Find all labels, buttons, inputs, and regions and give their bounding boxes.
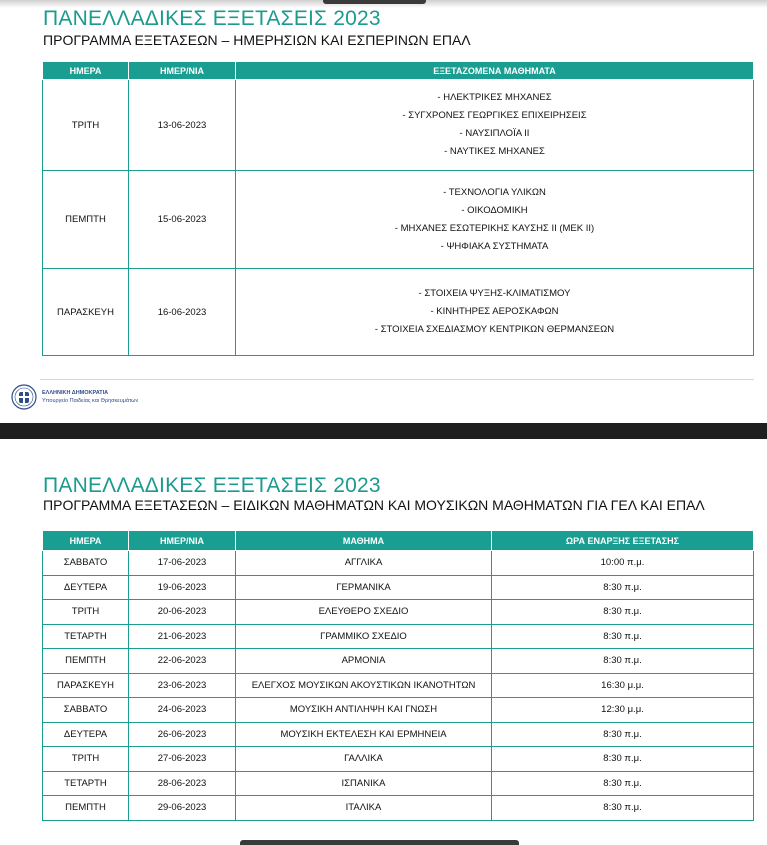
date-cell: 29-06-2023 bbox=[129, 796, 236, 821]
date-cell: 20-06-2023 bbox=[129, 600, 236, 625]
table-row bbox=[43, 624, 754, 649]
subject-cell: ΙΣΠΑΝΙΚΑ bbox=[236, 771, 492, 796]
subject-item: - ΣΥΓΧΡΟΝΕΣ ΓΕΩΡΓΙΚΕΣ ΕΠΙΧΕΙΡΗΣΕΙΣ bbox=[402, 110, 587, 121]
time-cell: 8:30 π.μ. bbox=[492, 722, 754, 747]
date-cell: 24-06-2023 bbox=[129, 698, 236, 723]
table-row bbox=[43, 649, 754, 674]
day-cell: ΤΕΤΑΡΤΗ bbox=[43, 624, 129, 649]
subject-item: - ΣΤΟΙΧΕΙΑ ΨΥΞΗΣ-ΚΛΙΜΑΤΙΣΜΟΥ bbox=[418, 288, 571, 299]
table-row bbox=[43, 771, 754, 796]
subject-item: - ΟΙΚΟΔΟΜΙΚΗ bbox=[461, 204, 528, 216]
day-cell: ΠΑΡΑΣΚΕΥΗ bbox=[43, 269, 129, 356]
date-cell: 22-06-2023 bbox=[129, 649, 236, 674]
date-cell: 17-06-2023 bbox=[129, 551, 236, 576]
date-cell: 23-06-2023 bbox=[129, 673, 236, 698]
subject-cell: ΕΛΕΓΧΟΣ ΜΟΥΣΙΚΩΝ ΑΚΟΥΣΤΙΚΩΝ ΙΚΑΝΟΤΗΤΩΝ bbox=[236, 673, 492, 698]
scroll-tab bbox=[323, 0, 426, 4]
date-cell: 26-06-2023 bbox=[129, 722, 236, 747]
day-cell: ΤΡΙΤΗ bbox=[43, 80, 129, 171]
subject-cell: ΓΡΑΜΜΙΚΟ ΣΧΕΔΙΟ bbox=[236, 624, 492, 649]
col-header-date: ΗΜΕΡ/ΝΙΑ bbox=[129, 62, 236, 80]
subject-cell: ΑΡΜΟΝΙΑ bbox=[236, 649, 492, 674]
time-cell: 8:30 π.μ. bbox=[492, 747, 754, 772]
day-cell: ΤΡΙΤΗ bbox=[43, 600, 129, 625]
time-cell: 8:30 π.μ. bbox=[492, 796, 754, 821]
subject-cell: ΓΑΛΛΙΚΑ bbox=[236, 747, 492, 772]
subject-cell: ΙΤΑΛΙΚΑ bbox=[236, 796, 492, 821]
day-cell: ΠΑΡΑΣΚΕΥΗ bbox=[43, 673, 129, 698]
date-cell: 28-06-2023 bbox=[129, 771, 236, 796]
table-header-row bbox=[43, 531, 754, 551]
day-cell: ΣΑΒΒΑΤΟ bbox=[43, 698, 129, 723]
subjects-cell bbox=[236, 80, 754, 171]
table-row bbox=[43, 80, 754, 171]
time-cell: 8:30 π.μ. bbox=[492, 771, 754, 796]
col-header-day: ΗΜΕΡΑ bbox=[43, 62, 129, 80]
time-cell: 16:30 μ.μ. bbox=[492, 673, 754, 698]
col-header-date: ΗΜΕΡ/ΝΙΑ bbox=[129, 531, 236, 551]
table-row bbox=[43, 551, 754, 576]
time-cell: 12:30 μ.μ. bbox=[492, 698, 754, 723]
subject-item: - ΜΗΧΑΝΕΣ ΕΣΩΤΕΡΙΚΗΣ ΚΑΥΣΗΣ ΙΙ (ΜΕΚ ΙΙ) bbox=[394, 222, 595, 234]
day-cell: ΤΡΙΤΗ bbox=[43, 747, 129, 772]
table-row bbox=[43, 673, 754, 698]
time-cell: 10:00 π.μ. bbox=[492, 551, 754, 576]
table-row bbox=[43, 575, 754, 600]
subject-cell: ΓΕΡΜΑΝΙΚΑ bbox=[236, 575, 492, 600]
subject-item: - ΚΙΝΗΤΗΡΕΣ ΑΕΡΟΣΚΑΦΩΝ bbox=[430, 306, 559, 317]
subject-item: - ΗΛΕΚΤΡΙΚΕΣ ΜΗΧΑΝΕΣ bbox=[437, 92, 552, 103]
day-cell: ΠΕΜΠΤΗ bbox=[43, 649, 129, 674]
table-row bbox=[43, 722, 754, 747]
subject-cell: ΜΟΥΣΙΚΗ ΑΝΤΙΛΗΨΗ ΚΑΙ ΓΝΩΣΗ bbox=[236, 698, 492, 723]
subject-cell: ΑΓΓΛΙΚΑ bbox=[236, 551, 492, 576]
ministry-logo-text bbox=[42, 389, 138, 405]
table-row bbox=[43, 747, 754, 772]
subject-item: - ΝΑΥΣΙΠΛΟΪΑ ΙΙ bbox=[459, 128, 530, 139]
section2-subtitle: ΠΡΟΓΡΑΜΜΑ ΕΞΕΤΑΣΕΩΝ – ΕΙΔΙΚΩΝ ΜΑΘΗΜΑΤΩΝ ΚΑΙ ΜΟΥΣΙΚΩΝ ΜΑΘΗΜΑΤΩΝ ΓΙΑ ΓΕΛ ΚΑΙ ΕΠΑΛ bbox=[43, 497, 705, 513]
col-header-start-time: ΩΡΑ ΕΝΑΡΞΗΣ ΕΞΕΤΑΣΗΣ bbox=[492, 531, 754, 551]
subject-cell: ΕΛΕΥΘΕΡΟ ΣΧΕΔΙΟ bbox=[236, 600, 492, 625]
day-cell: ΠΕΜΠΤΗ bbox=[43, 171, 129, 269]
table-row bbox=[43, 796, 754, 821]
subjects-cell bbox=[236, 269, 754, 356]
col-header-subject: ΜΑΘΗΜΑ bbox=[236, 531, 492, 551]
time-cell: 8:30 π.μ. bbox=[492, 600, 754, 625]
ministry-name: Υπουργείο Παιδείας και Θρησκευμάτων bbox=[42, 398, 139, 404]
table-row bbox=[43, 600, 754, 625]
date-cell: 19-06-2023 bbox=[129, 575, 236, 600]
epal-exam-table bbox=[42, 61, 754, 356]
subject-item: - ΤΕΧΝΟΛΟΓΙΑ ΥΛΙΚΩΝ bbox=[443, 186, 546, 198]
date-cell: 16-06-2023 bbox=[129, 269, 236, 356]
date-cell: 13-06-2023 bbox=[129, 80, 236, 171]
section2-title: ΠΑΝΕΛΛΑΔΙΚΕΣ ΕΞΕΤΑΣΕΙΣ 2023 bbox=[43, 474, 381, 497]
subject-item: - ΨΗΦΙΑΚΑ ΣΥΣΤΗΜΑΤΑ bbox=[440, 240, 549, 252]
section1-subtitle: ΠΡΟΓΡΑΜΜΑ ΕΞΕΤΑΣΕΩΝ – ΗΜΕΡΗΣΙΩΝ ΚΑΙ ΕΣΠΕΡΙΝΩΝ ΕΠΑΛ bbox=[43, 32, 471, 48]
time-cell: 8:30 π.μ. bbox=[492, 649, 754, 674]
day-cell: ΣΑΒΒΑΤΟ bbox=[43, 551, 129, 576]
subject-item: - ΣΤΟΙΧΕΙΑ ΣΧΕΔΙΑΣΜΟΥ ΚΕΝΤΡΙΚΩΝ ΘΕΡΜΑΝΣΕΩΝ bbox=[374, 324, 615, 335]
col-header-day: ΗΜΕΡΑ bbox=[43, 531, 129, 551]
subject-item: - ΝΑΥΤΙΚΕΣ ΜΗΧΑΝΕΣ bbox=[444, 146, 545, 157]
org-name: ΕΛΛΗΝΙΚΗ ΔΗΜΟΚΡΑΤΙΑ bbox=[42, 390, 109, 396]
subject-cell: ΜΟΥΣΙΚΗ ΕΚΤΕΛΕΣΗ ΚΑΙ ΕΡΜΗΝΕΙΑ bbox=[236, 722, 492, 747]
table-row bbox=[43, 698, 754, 723]
footer-divider bbox=[40, 379, 754, 380]
date-cell: 27-06-2023 bbox=[129, 747, 236, 772]
day-cell: ΠΕΜΠΤΗ bbox=[43, 796, 129, 821]
date-cell: 21-06-2023 bbox=[129, 624, 236, 649]
time-cell: 8:30 π.μ. bbox=[492, 575, 754, 600]
time-cell: 8:30 π.μ. bbox=[492, 624, 754, 649]
subjects-cell bbox=[236, 171, 754, 269]
date-cell: 15-06-2023 bbox=[129, 171, 236, 269]
table-row bbox=[43, 269, 754, 356]
bottom-scroll-tab bbox=[240, 840, 519, 845]
section1-title: ΠΑΝΕΛΛΑΔΙΚΕΣ ΕΞΕΤΑΣΕΙΣ 2023 bbox=[43, 7, 381, 30]
day-cell: ΔΕΥΤΕΡΑ bbox=[43, 722, 129, 747]
table-row bbox=[43, 171, 754, 269]
page-separator bbox=[0, 423, 767, 439]
table-header-row bbox=[43, 62, 754, 80]
special-exam-table bbox=[42, 530, 754, 821]
greek-emblem-icon bbox=[11, 384, 37, 410]
day-cell: ΔΕΥΤΕΡΑ bbox=[43, 575, 129, 600]
day-cell: ΤΕΤΑΡΤΗ bbox=[43, 771, 129, 796]
col-header-subjects: ΕΞΕΤΑΖΟΜΕΝΑ ΜΑΘΗΜΑΤΑ bbox=[236, 62, 754, 80]
